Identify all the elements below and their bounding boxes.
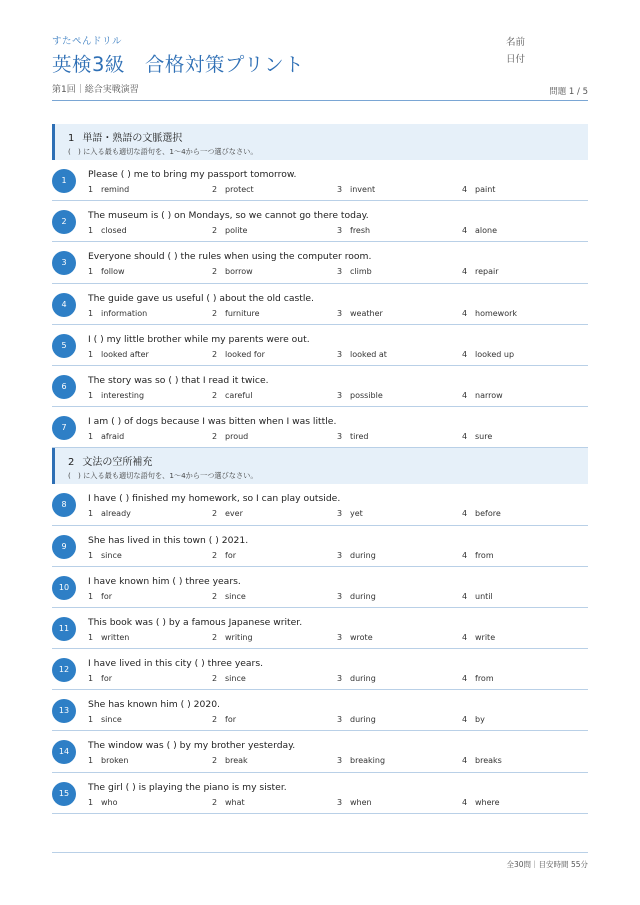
option-label: from bbox=[475, 674, 494, 684]
answer-option-3[interactable] bbox=[337, 391, 383, 400]
option-number: 4 bbox=[462, 632, 468, 642]
question-number-badge: 3 bbox=[52, 251, 76, 275]
section bbox=[52, 448, 588, 814]
answer-option-4[interactable] bbox=[462, 391, 503, 400]
option-number: 4 bbox=[462, 308, 468, 318]
question-number-badge: 5 bbox=[52, 334, 76, 358]
option-label: during bbox=[350, 591, 376, 601]
answer-option-4[interactable] bbox=[462, 267, 499, 276]
answer-option-4[interactable] bbox=[462, 226, 497, 235]
option-label: information bbox=[101, 308, 148, 318]
answer-option-1[interactable] bbox=[88, 391, 144, 400]
answer-option-1[interactable] bbox=[88, 509, 131, 518]
question-number-badge: 12 bbox=[52, 658, 76, 682]
section bbox=[52, 124, 588, 448]
answer-option-2[interactable] bbox=[212, 185, 254, 194]
option-number: 1 bbox=[88, 509, 94, 519]
answer-option-4[interactable] bbox=[462, 592, 493, 601]
header-divider bbox=[52, 100, 588, 101]
answer-option-2[interactable] bbox=[212, 715, 236, 724]
option-number: 3 bbox=[337, 390, 343, 400]
option-number: 4 bbox=[462, 756, 468, 766]
option-label: ever bbox=[225, 509, 243, 519]
option-number: 3 bbox=[337, 591, 343, 601]
option-number: 1 bbox=[88, 308, 94, 318]
option-label: borrow bbox=[225, 267, 253, 277]
option-number: 4 bbox=[462, 591, 468, 601]
question-number-badge: 2 bbox=[52, 210, 76, 234]
option-label: fresh bbox=[350, 226, 371, 236]
option-label: what bbox=[225, 797, 245, 807]
option-number: 1 bbox=[88, 432, 94, 442]
section-header bbox=[52, 448, 588, 484]
option-number: 4 bbox=[462, 674, 468, 684]
answer-option-4[interactable] bbox=[462, 432, 492, 441]
option-label: for bbox=[101, 674, 112, 684]
option-label: who bbox=[101, 797, 118, 807]
option-number: 2 bbox=[212, 509, 218, 519]
option-number: 4 bbox=[462, 550, 468, 560]
option-label: afraid bbox=[101, 432, 125, 442]
option-label: alone bbox=[475, 226, 498, 236]
answer-option-2[interactable] bbox=[212, 633, 253, 642]
page-title: 英検3級 合格対策プリント bbox=[52, 53, 305, 76]
option-label: write bbox=[475, 632, 496, 642]
answer-option-2[interactable] bbox=[212, 674, 246, 683]
question-number-badge: 14 bbox=[52, 740, 76, 764]
question-item bbox=[52, 484, 588, 525]
section-title-line bbox=[68, 448, 588, 468]
option-number: 4 bbox=[462, 349, 468, 359]
answer-option-1[interactable] bbox=[88, 551, 122, 560]
option-label: yet bbox=[350, 509, 363, 519]
option-number: 2 bbox=[212, 226, 218, 236]
option-number: 3 bbox=[337, 185, 343, 194]
question-item bbox=[52, 201, 588, 242]
question-item bbox=[52, 690, 588, 731]
answer-option-2[interactable] bbox=[212, 592, 246, 601]
question-item bbox=[52, 526, 588, 567]
question-number-badge: 4 bbox=[52, 293, 76, 317]
page-indicator: 問題 1 / 5 bbox=[549, 87, 588, 97]
answer-option-2[interactable] bbox=[212, 756, 248, 765]
option-number: 2 bbox=[212, 632, 218, 642]
question-text: The story was so ( ) that I read it twice. bbox=[88, 374, 269, 386]
answer-option-3[interactable] bbox=[337, 226, 370, 235]
question-number-badge: 13 bbox=[52, 699, 76, 723]
brand-label: すたぺんドリル bbox=[52, 36, 123, 47]
option-number: 4 bbox=[462, 509, 468, 519]
option-number: 3 bbox=[337, 349, 343, 359]
option-label: sure bbox=[475, 432, 493, 442]
option-label: for bbox=[225, 550, 236, 560]
answer-option-3[interactable] bbox=[337, 350, 387, 359]
option-number: 3 bbox=[337, 432, 343, 442]
question-text: The window was ( ) by my brother yesterday. bbox=[88, 740, 296, 752]
question-text: I am ( ) of dogs because I was bitten when I was little. bbox=[88, 416, 337, 428]
option-label: looked after bbox=[101, 349, 149, 359]
question-text: She has known him ( ) 2020. bbox=[88, 699, 220, 711]
answer-option-4[interactable] bbox=[462, 674, 494, 683]
answer-option-4[interactable] bbox=[462, 551, 494, 560]
option-label: proud bbox=[225, 432, 249, 442]
question-text: I have lived in this city ( ) three years. bbox=[88, 658, 264, 670]
question-text: The museum is ( ) on Mondays, so we cannot go there today. bbox=[88, 210, 369, 222]
section-header bbox=[52, 124, 588, 160]
question-text: The girl ( ) is playing the piano is my sister. bbox=[88, 781, 287, 793]
option-label: invent bbox=[350, 185, 376, 194]
option-label: polite bbox=[225, 226, 248, 236]
answer-option-3[interactable] bbox=[337, 185, 375, 194]
option-label: during bbox=[350, 715, 376, 725]
answer-option-2[interactable] bbox=[212, 267, 253, 276]
answer-option-3[interactable] bbox=[337, 715, 376, 724]
option-label: protect bbox=[225, 185, 254, 194]
option-number: 2 bbox=[212, 591, 218, 601]
section-title: 単語・熟語の文脈選択 bbox=[82, 133, 183, 144]
option-number: 3 bbox=[337, 308, 343, 318]
option-number: 4 bbox=[462, 185, 468, 194]
question-item bbox=[52, 325, 588, 366]
question-number-badge: 10 bbox=[52, 576, 76, 600]
answer-option-1[interactable] bbox=[88, 715, 122, 724]
answer-option-3[interactable] bbox=[337, 798, 372, 807]
question-number-badge: 11 bbox=[52, 617, 76, 641]
page-subtitle: 第1回｜総合実戦演習 bbox=[52, 85, 139, 95]
answer-option-4[interactable] bbox=[462, 756, 502, 765]
option-label: looked at bbox=[350, 349, 387, 359]
option-label: remind bbox=[101, 185, 130, 194]
answer-option-1[interactable] bbox=[88, 226, 127, 235]
question-text: She has lived in this town ( ) 2021. bbox=[88, 534, 249, 546]
answer-option-2[interactable] bbox=[212, 509, 243, 518]
question-number-badge: 15 bbox=[52, 782, 76, 806]
option-label: careful bbox=[225, 390, 253, 400]
option-label: during bbox=[350, 550, 376, 560]
question-number-badge: 8 bbox=[52, 493, 76, 517]
answer-option-4[interactable] bbox=[462, 509, 501, 518]
option-label: during bbox=[350, 674, 376, 684]
option-label: since bbox=[101, 715, 122, 725]
section-instruction: ( ) に入る最も適切な語句を、1〜4から一つ選びなさい。 bbox=[68, 147, 258, 156]
answer-option-3[interactable] bbox=[337, 592, 376, 601]
question-number-badge: 7 bbox=[52, 416, 76, 440]
option-label: since bbox=[225, 591, 246, 601]
option-label: breaks bbox=[475, 756, 502, 766]
answer-option-3[interactable] bbox=[337, 509, 363, 518]
option-label: for bbox=[225, 715, 236, 725]
question-item bbox=[52, 567, 588, 608]
option-number: 4 bbox=[462, 797, 468, 807]
option-label: from bbox=[475, 550, 494, 560]
answer-option-1[interactable] bbox=[88, 267, 125, 276]
answer-option-1[interactable] bbox=[88, 432, 124, 441]
section-instruction: ( ) に入る最も適切な語句を、1〜4から一つ選びなさい。 bbox=[68, 471, 258, 481]
option-label: interesting bbox=[101, 390, 145, 400]
option-number: 1 bbox=[88, 674, 94, 684]
section-title: 文法の空所補充 bbox=[82, 457, 153, 469]
option-label: repair bbox=[475, 267, 499, 277]
option-number: 1 bbox=[88, 226, 94, 236]
question-number-badge: 6 bbox=[52, 375, 76, 399]
answer-option-3[interactable] bbox=[337, 756, 385, 765]
option-number: 1 bbox=[88, 797, 94, 807]
option-number: 3 bbox=[337, 674, 343, 684]
question-number-badge: 9 bbox=[52, 535, 76, 559]
option-number: 1 bbox=[88, 267, 94, 277]
question-text: The guide gave us useful ( ) about the old castle. bbox=[88, 292, 314, 304]
option-number: 4 bbox=[462, 390, 468, 400]
option-label: climb bbox=[350, 267, 372, 277]
question-item bbox=[52, 649, 588, 690]
option-number: 2 bbox=[212, 390, 218, 400]
answer-option-2[interactable] bbox=[212, 432, 248, 441]
question-item bbox=[52, 242, 588, 283]
question-item bbox=[52, 366, 588, 407]
option-number: 4 bbox=[462, 715, 468, 725]
answer-option-1[interactable] bbox=[88, 309, 147, 318]
option-number: 4 bbox=[462, 432, 468, 442]
option-number: 4 bbox=[462, 267, 468, 277]
footer-divider bbox=[52, 852, 588, 853]
question-number-badge: 1 bbox=[52, 169, 76, 193]
option-number: 2 bbox=[212, 432, 218, 442]
question-text: This book was ( ) by a famous Japanese writer. bbox=[88, 616, 303, 628]
option-label: narrow bbox=[475, 390, 503, 400]
option-label: until bbox=[475, 591, 493, 601]
option-label: follow bbox=[101, 267, 125, 277]
option-label: since bbox=[101, 550, 122, 560]
answer-option-3[interactable] bbox=[337, 551, 376, 560]
option-number: 1 bbox=[88, 715, 94, 725]
answer-option-2[interactable] bbox=[212, 226, 247, 235]
option-label: since bbox=[225, 674, 246, 684]
option-number: 1 bbox=[88, 756, 94, 766]
option-label: weather bbox=[350, 308, 383, 318]
option-label: where bbox=[475, 797, 500, 807]
option-number: 1 bbox=[88, 550, 94, 560]
question-item bbox=[52, 773, 588, 814]
answer-option-3[interactable] bbox=[337, 309, 383, 318]
answer-option-4[interactable] bbox=[462, 350, 514, 359]
option-label: homework bbox=[475, 308, 518, 318]
answer-option-3[interactable] bbox=[337, 674, 376, 683]
answer-option-1[interactable] bbox=[88, 185, 129, 194]
option-label: breaking bbox=[350, 756, 386, 766]
option-number: 3 bbox=[337, 509, 343, 519]
answer-option-1[interactable] bbox=[88, 674, 112, 683]
question-text: I ( ) my little brother while my parents were out. bbox=[88, 333, 310, 345]
option-label: paint bbox=[475, 185, 496, 194]
option-number: 1 bbox=[88, 632, 94, 642]
option-number: 1 bbox=[88, 591, 94, 601]
answer-option-4[interactable] bbox=[462, 185, 495, 194]
option-number: 3 bbox=[337, 756, 343, 766]
answer-option-3[interactable] bbox=[337, 267, 372, 276]
option-number: 3 bbox=[337, 226, 343, 236]
option-number: 3 bbox=[337, 632, 343, 642]
option-label: furniture bbox=[225, 308, 260, 318]
section-title-line bbox=[68, 124, 588, 144]
option-label: already bbox=[101, 509, 131, 519]
option-number: 2 bbox=[212, 267, 218, 277]
option-number: 2 bbox=[212, 308, 218, 318]
answer-option-2[interactable] bbox=[212, 309, 260, 318]
option-number: 3 bbox=[337, 797, 343, 807]
section-number: 1 bbox=[68, 133, 75, 144]
option-number: 2 bbox=[212, 797, 218, 807]
question-item bbox=[52, 284, 588, 325]
question-item bbox=[52, 608, 588, 649]
question-text: Please ( ) me to bring my passport tomorrow. bbox=[88, 169, 297, 180]
option-label: looked for bbox=[225, 349, 265, 359]
option-number: 2 bbox=[212, 185, 218, 194]
answer-option-2[interactable] bbox=[212, 391, 252, 400]
question-item bbox=[52, 160, 588, 201]
option-number: 3 bbox=[337, 267, 343, 277]
option-number: 1 bbox=[88, 349, 94, 359]
option-number: 3 bbox=[337, 550, 343, 560]
option-label: tired bbox=[350, 432, 369, 442]
option-label: broken bbox=[101, 756, 129, 766]
option-label: for bbox=[101, 591, 112, 601]
option-label: writing bbox=[225, 632, 253, 642]
answer-option-1[interactable] bbox=[88, 633, 129, 642]
question-text: I have ( ) finished my homework, so I can play outside. bbox=[88, 493, 341, 505]
option-label: break bbox=[225, 756, 248, 766]
option-label: looked up bbox=[475, 349, 515, 359]
option-number: 2 bbox=[212, 674, 218, 684]
option-label: possible bbox=[350, 390, 383, 400]
question-item bbox=[52, 731, 588, 772]
answer-option-1[interactable] bbox=[88, 798, 118, 807]
answer-option-4[interactable] bbox=[462, 633, 495, 642]
question-text: I have known him ( ) three years. bbox=[88, 575, 241, 587]
name-field-label: 名前 bbox=[506, 37, 526, 48]
option-label: written bbox=[101, 632, 130, 642]
question-item bbox=[52, 407, 588, 448]
answer-option-4[interactable] bbox=[462, 309, 517, 318]
option-number: 2 bbox=[212, 715, 218, 725]
option-label: when bbox=[350, 797, 372, 807]
option-number: 4 bbox=[462, 226, 468, 236]
footer-summary: 全30問｜目安時間 55分 bbox=[506, 860, 588, 869]
answer-option-1[interactable] bbox=[88, 350, 149, 359]
option-number: 1 bbox=[88, 390, 94, 400]
option-label: wrote bbox=[350, 632, 373, 642]
answer-option-4[interactable] bbox=[462, 715, 485, 724]
option-label: by bbox=[475, 715, 485, 725]
answer-option-4[interactable] bbox=[462, 798, 500, 807]
answer-option-2[interactable] bbox=[212, 350, 265, 359]
answer-option-2[interactable] bbox=[212, 551, 236, 560]
question-text: Everyone should ( ) the rules when using the computer room. bbox=[88, 251, 372, 263]
option-number: 1 bbox=[88, 185, 94, 194]
answer-option-1[interactable] bbox=[88, 592, 112, 601]
question-sections bbox=[52, 124, 588, 814]
option-number: 3 bbox=[337, 715, 343, 725]
section-number: 2 bbox=[68, 457, 75, 469]
answer-option-2[interactable] bbox=[212, 798, 245, 807]
answer-option-3[interactable] bbox=[337, 633, 373, 642]
option-label: closed bbox=[101, 226, 127, 236]
option-label: before bbox=[475, 509, 501, 519]
date-field-label: 日付 bbox=[506, 54, 526, 65]
option-number: 2 bbox=[212, 756, 218, 766]
option-number: 2 bbox=[212, 349, 218, 359]
option-number: 2 bbox=[212, 550, 218, 560]
answer-option-3[interactable] bbox=[337, 432, 368, 441]
answer-option-1[interactable] bbox=[88, 756, 128, 765]
